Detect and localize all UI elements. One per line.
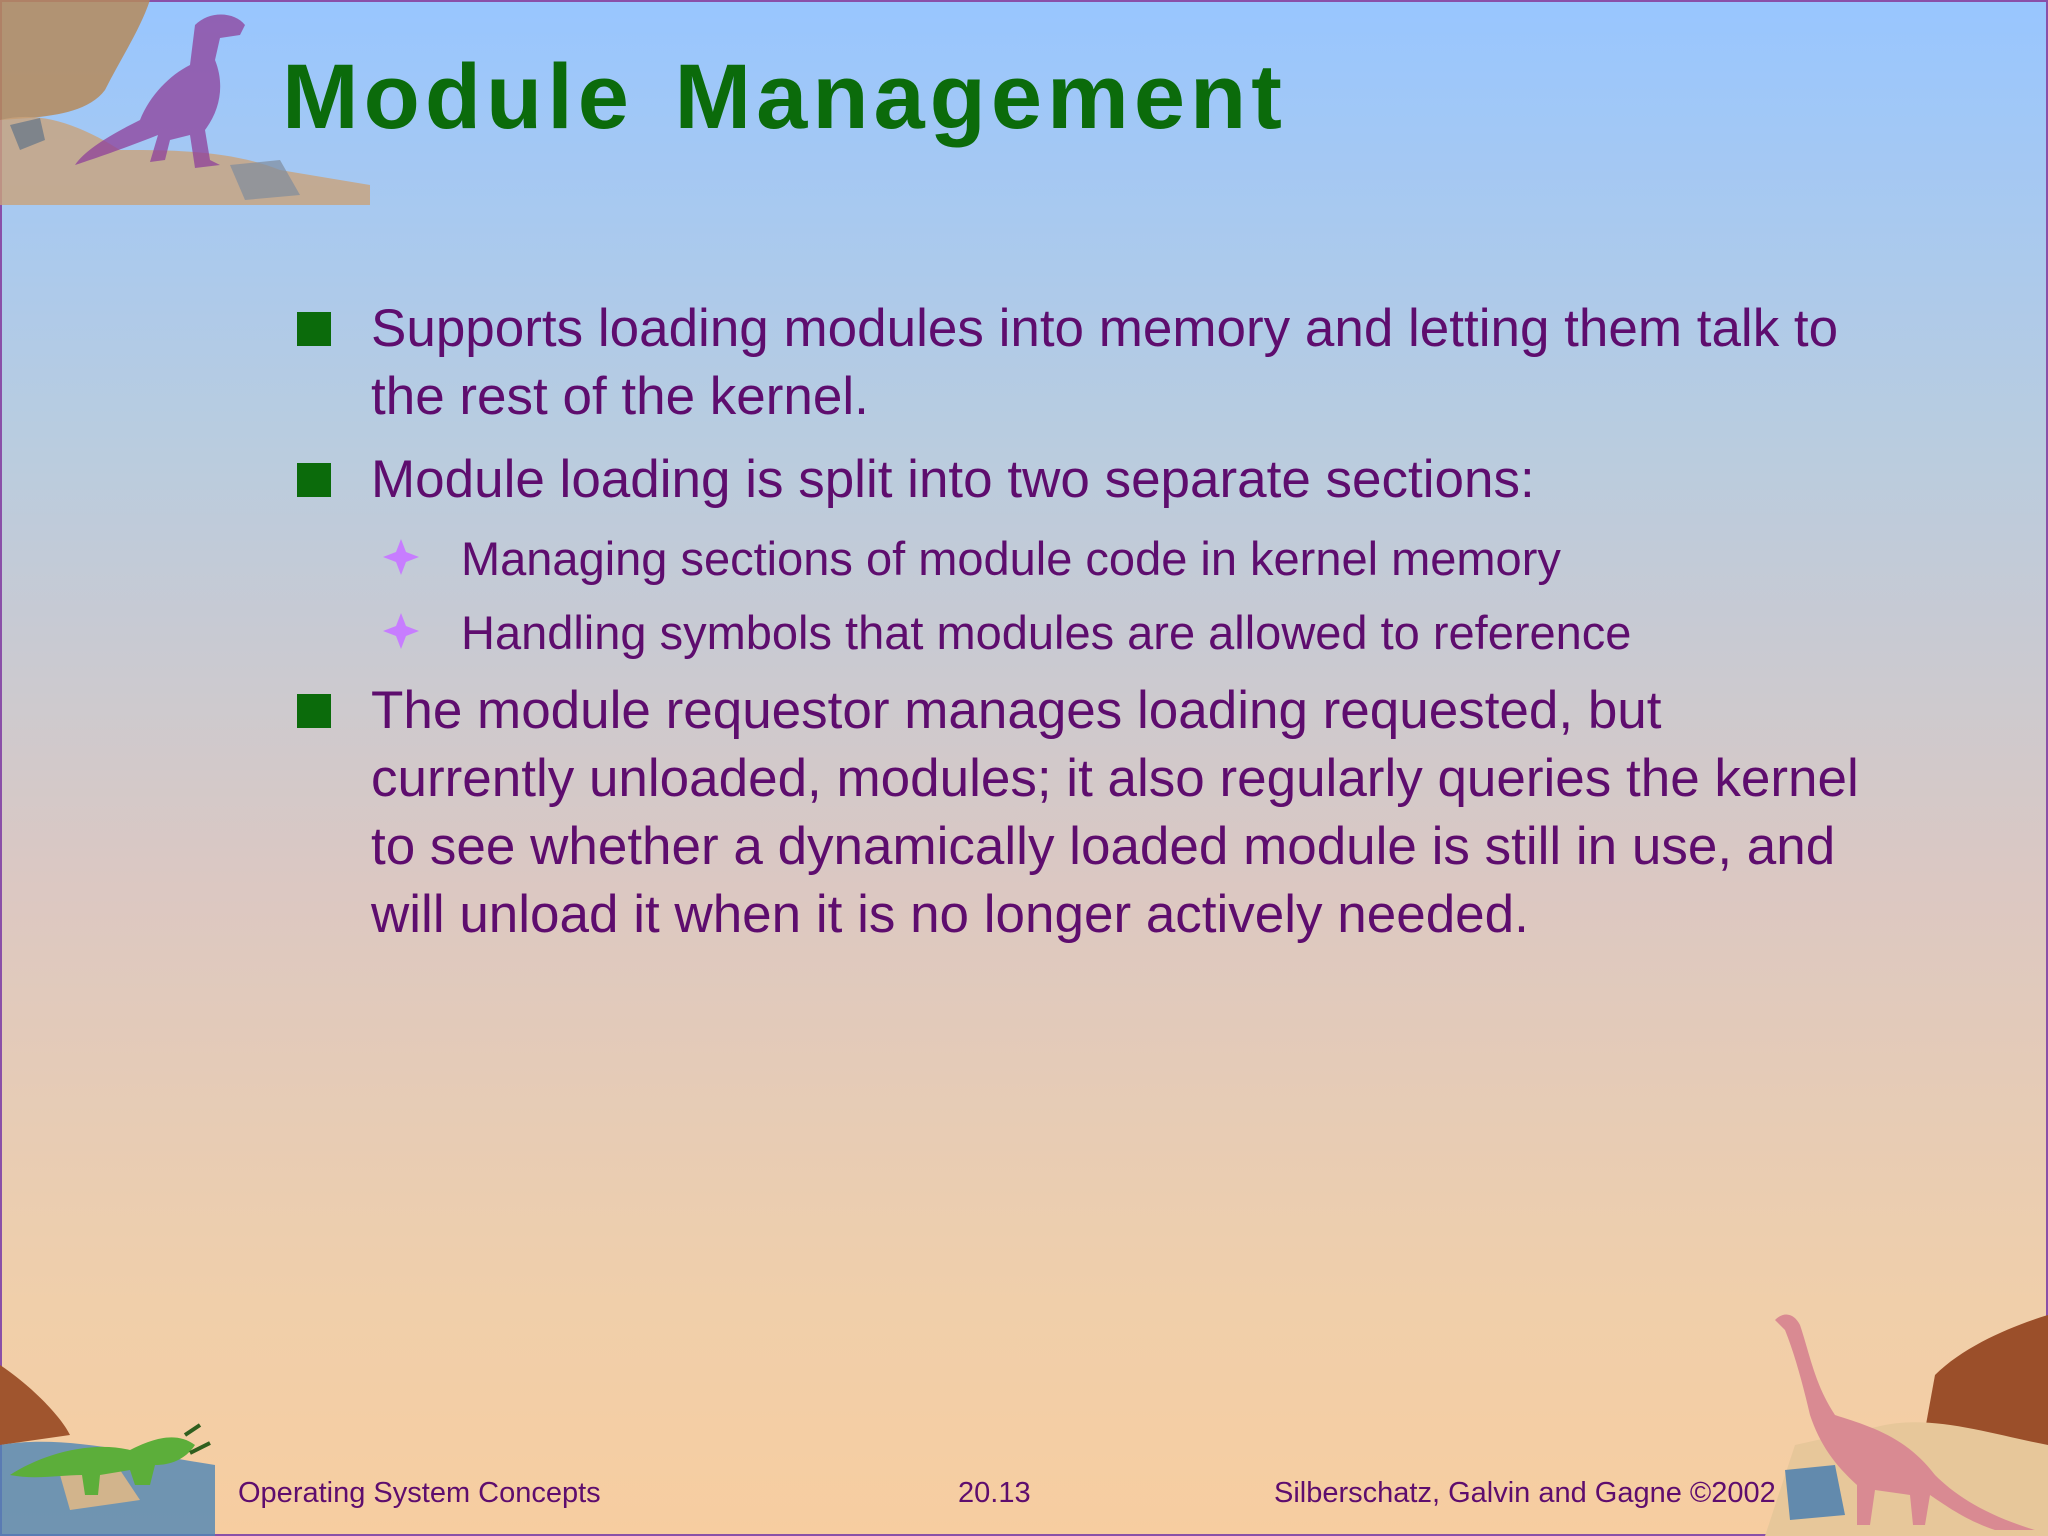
square-bullet-icon <box>297 463 331 497</box>
footer-course-title: Operating System Concepts <box>238 1477 601 1509</box>
diamond-star-bullet-icon <box>381 537 421 577</box>
bullet-item <box>295 677 1875 949</box>
brontosaurus-illustration <box>1765 1285 2048 1536</box>
sub-bullet-text: Handling symbols that modules are allowed to reference <box>461 606 1632 659</box>
square-bullet-icon <box>297 312 331 346</box>
footer-authors: Silberschatz, Galvin and Gagne ©2002 <box>1274 1477 1776 1509</box>
diamond-star-bullet-icon <box>381 611 421 651</box>
footer-slide-number: 20.13 <box>958 1477 1031 1509</box>
sub-bullet-item <box>385 603 1875 663</box>
triceratops-illustration <box>0 1325 220 1536</box>
slide-title: Module Management <box>282 46 1287 148</box>
sub-bullet-item <box>385 529 1875 589</box>
bullet-text: Supports loading modules into memory and letting them talk to the rest of the kernel. <box>371 299 1839 426</box>
bullet-item <box>295 446 1875 514</box>
bullet-text: Module loading is split into two separate sections: <box>371 450 1535 509</box>
bullet-text: The module requestor manages loading requested, but currently unloaded, modules; it also regularly queries the kernel to see whether a dynamically loaded module is still in use, and will unload it when it is no longer actively needed. <box>371 681 1859 944</box>
bullet-list <box>295 295 1875 964</box>
bullet-item <box>295 295 1875 431</box>
square-bullet-icon <box>297 694 331 728</box>
sub-bullet-text: Managing sections of module code in kernel memory <box>461 532 1561 585</box>
